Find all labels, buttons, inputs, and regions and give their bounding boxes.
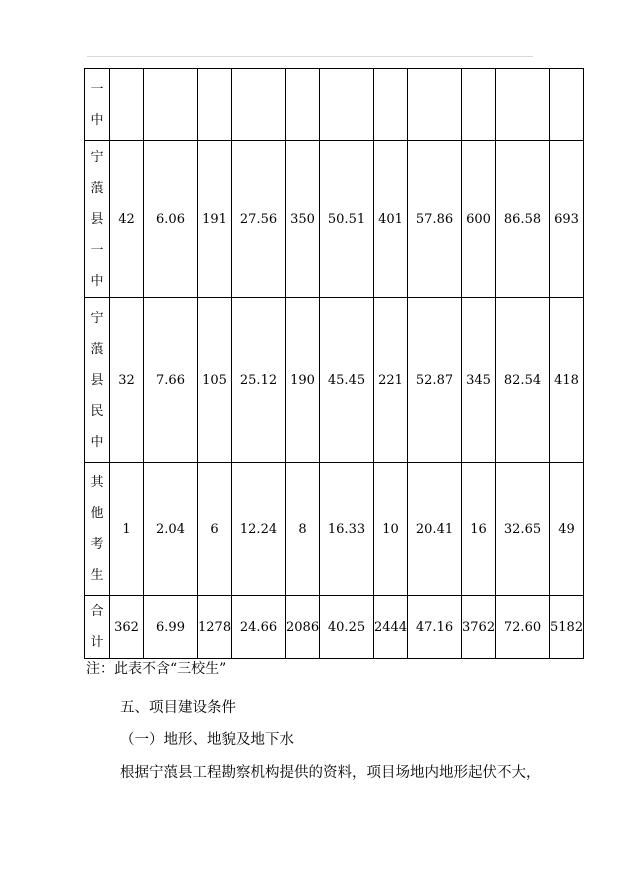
table-cell: 1278 — [198, 596, 232, 659]
table-cell: 3762 — [462, 596, 496, 659]
table-cell — [286, 69, 320, 141]
table-cell — [110, 69, 144, 141]
table-cell: 6.06 — [144, 141, 198, 298]
table-cell: 401 — [374, 141, 408, 298]
table-cell — [496, 69, 550, 141]
table-cell: 12.24 — [232, 463, 286, 596]
table-cell: 6 — [198, 463, 232, 596]
subsection-heading: （一）地形、地貌及地下水 — [120, 732, 294, 748]
table-cell: 2086 — [286, 596, 320, 659]
table-cell — [198, 69, 232, 141]
table-cell — [550, 69, 584, 141]
table-cell: 86.58 — [496, 141, 550, 298]
table-cell: 191 — [198, 141, 232, 298]
table-cell — [232, 69, 286, 141]
table-cell: 50.51 — [320, 141, 374, 298]
table-cell — [320, 69, 374, 141]
table-cell: 20.41 — [408, 463, 462, 596]
table-cell: 6.99 — [144, 596, 198, 659]
row-label: 宁 蒗 县 民 中 — [85, 298, 110, 463]
body-paragraph: 根据宁蒗县工程勘察机构提供的资料，项目场地内地形起伏不大， — [120, 765, 541, 781]
table-cell — [144, 69, 198, 141]
table-cell: 25.12 — [232, 298, 286, 463]
table-cell: 600 — [462, 141, 496, 298]
table-cell: 16 — [462, 463, 496, 596]
table-row — [85, 69, 584, 141]
row-label: 合 计 — [85, 596, 110, 659]
table-cell: 362 — [110, 596, 144, 659]
table-cell: 8 — [286, 463, 320, 596]
row-label: 一 中 — [85, 69, 110, 141]
table-cell: 7.66 — [144, 298, 198, 463]
table-cell: 350 — [286, 141, 320, 298]
table-cell: 10 — [374, 463, 408, 596]
table-cell: 49 — [550, 463, 584, 596]
table-cell: 345 — [462, 298, 496, 463]
table-row — [85, 596, 584, 659]
table-cell: 45.45 — [320, 298, 374, 463]
table-note: 注：此表不含“三校生” — [86, 661, 227, 677]
table-cell: 24.66 — [232, 596, 286, 659]
table-cell: 32 — [110, 298, 144, 463]
table-cell: 221 — [374, 298, 408, 463]
table-row — [85, 141, 584, 298]
row-label: 其 他 考 生 — [85, 463, 110, 596]
table-cell: 16.33 — [320, 463, 374, 596]
table-cell: 105 — [198, 298, 232, 463]
table-row — [85, 298, 584, 463]
page-header-rule — [87, 56, 533, 57]
table-cell: 2444 — [374, 596, 408, 659]
table-cell: 2.04 — [144, 463, 198, 596]
row-label: 宁 蒗 县 一 中 — [85, 141, 110, 298]
table-row — [85, 463, 584, 596]
table-cell: 42 — [110, 141, 144, 298]
table-cell — [462, 69, 496, 141]
table-cell: 82.54 — [496, 298, 550, 463]
table-cell — [374, 69, 408, 141]
table-cell: 418 — [550, 298, 584, 463]
table-cell: 57.86 — [408, 141, 462, 298]
enrollment-table — [84, 68, 584, 659]
table-cell: 32.65 — [496, 463, 550, 596]
table-cell: 72.60 — [496, 596, 550, 659]
table-cell — [408, 69, 462, 141]
table-cell: 693 — [550, 141, 584, 298]
section-heading: 五、项目建设条件 — [120, 700, 236, 716]
table-cell: 5182 — [550, 596, 584, 659]
table-cell: 47.16 — [408, 596, 462, 659]
table-cell: 27.56 — [232, 141, 286, 298]
table-cell: 52.87 — [408, 298, 462, 463]
table-cell: 190 — [286, 298, 320, 463]
table-cell: 40.25 — [320, 596, 374, 659]
table-cell: 1 — [110, 463, 144, 596]
